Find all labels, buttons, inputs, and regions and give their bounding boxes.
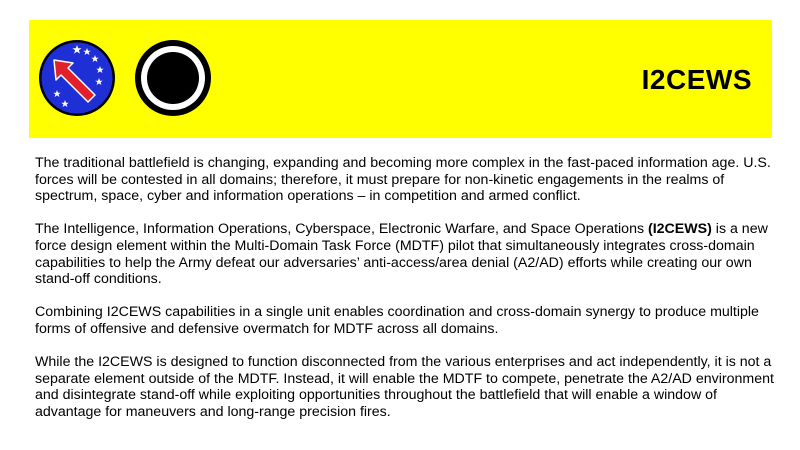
pacific-command-emblem-icon: [37, 38, 117, 118]
header-banner: [29, 20, 772, 138]
paragraph-2-acronym: (I2CEWS): [648, 221, 712, 238]
page-title: I2CEWS: [641, 64, 752, 95]
paragraph-2: [35, 221, 775, 287]
paragraph-1: The traditional battlefield is changing, expanding and becoming more complex in the fast-paced information age. U.S. forces will be contested in all domains; therefore, it must prepare for non-kinetic engagements in the realms of spectrum, space, cyber and information operations – in competition and armed conflict.: [35, 155, 771, 205]
paragraph-2-rest: is a new force design element within the Multi-Domain Task Force (MDTF) pilot that simultaneously integrates cross-domain capabilities to help the Army defeat our adversaries’ anti-access/area denial (A2/AD) efforts while creating our own stand-off conditions.: [35, 221, 768, 288]
body-text: [35, 155, 775, 437]
paragraph-4: While the I2CEWS is designed to function disconnected from the various enterprises and act independently, it is not a separate element outside of the MDTF. Instead, it will enable the MDTF to compete, penetrate the A2/AD environment and disintegrate stand-off while exploiting opportunities throughout the battlefield that will enable a window of advantage for maneuvers and long-range precision fires.: [35, 354, 774, 420]
black-circle-emblem-icon: [133, 38, 213, 118]
paragraph-2-lead: The Intelligence, Information Operations, Cyberspace, Electronic Warfare, and Space Operations: [35, 221, 648, 238]
paragraph-3: Combining I2CEWS capabilities in a single unit enables coordination and cross-domain synergy to produce multiple forms of offensive and defensive overmatch for MDTF across all domains.: [35, 304, 759, 337]
